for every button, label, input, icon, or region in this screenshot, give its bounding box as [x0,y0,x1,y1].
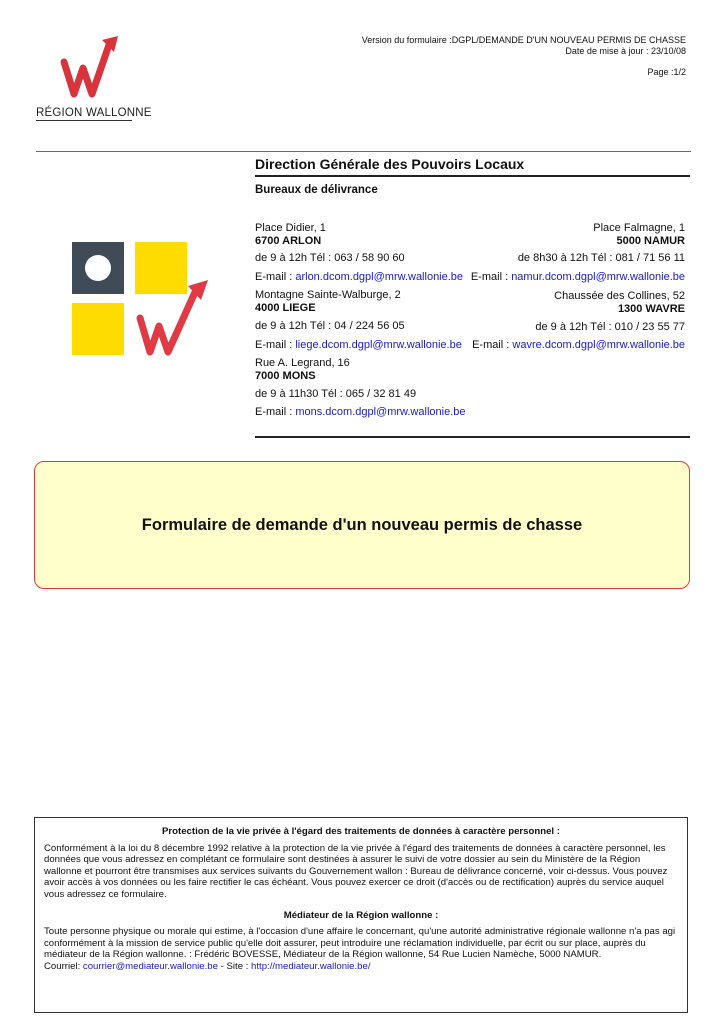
courriel-label: Courriel: [44,960,83,972]
office-namur-city: 5000 NAMUR [616,235,685,247]
email-label: E-mail : [255,406,296,418]
direction-title: Direction Générale des Pouvoirs Locaux [255,156,525,172]
office-liege-address: Montagne Sainte-Walburge, 2 [255,289,401,301]
office-arlon-hours: de 9 à 12h Tél : 063 / 58 90 60 [255,252,405,264]
office-mons-city: 7000 MONS [255,370,316,382]
office-arlon-city: 6700 ARLON [255,235,322,247]
office-arlon-address: Place Didier, 1 [255,222,326,234]
office-arlon-email-link[interactable]: arlon.dcom.dgpl@mrw.wallonie.be [295,271,464,283]
email-label: E-mail : [255,271,296,283]
office-mons-email-line [255,406,465,419]
office-liege-email-link[interactable]: liege.dcom.dgpl@mrw.wallonie.be [295,339,462,351]
header-divider [36,151,691,152]
logo-underline [36,120,132,121]
site-label: - Site : [217,960,252,972]
privacy-heading: Protection de la vie privée à l'égard des traitements de données à caractère personnel : [162,826,560,837]
office-namur-email-link[interactable]: namur.dcom.dgpl@mrw.wallonie.be [511,271,685,283]
form-title: Formulaire de demande d'un nouveau permis de chasse [141,515,583,534]
mediator-heading: Médiateur de la Région wallonne : [283,909,439,921]
office-wavre-city: 1300 WAVRE [617,303,685,315]
office-namur-hours: de 8h30 à 12h Tél : 081 / 71 56 11 [517,252,685,264]
office-liege-city: 4000 LIEGE [255,302,316,314]
form-version: Version du formulaire :DGPL/DEMANDE D'UN NOUVEAU PERMIS DE CHASSE [361,35,686,45]
logo-text: RÉGION WALLONNE [36,107,152,119]
office-wavre-email-line [472,339,685,352]
dgpl-logo [70,240,215,358]
office-liege-email-line [255,339,462,352]
privacy-text: Conformément à la loi du 8 décembre 1992 relative à la protection de la vie privée à l'égard des traitements de données à caractère personnel, les données que vous adressez en complétant ce formulaire sont destinées à assurer le suivi de votre dossier au sein du Ministère de la Région wallonne et pourront être transmises aux services suivants du Gouvernement wallon : Bureau de délivrance concerné, voir ci-dessus. Vous pouvez avoir accès à vos données ou les faire rectifier le cas échéant. Vous pouvez exercer ce droit (d'accès ou de rectification) auprès du service auquel vous adressez ce formulaire. [44,842,668,900]
email-label: E-mail : [255,339,296,351]
privacy-notice-box [34,817,688,1013]
email-label: E-mail : [472,339,513,351]
email-label: E-mail : [470,271,512,283]
mediator-email-link[interactable]: courrier@mediateur.wallonie.be [82,960,218,972]
office-liege-hours: de 9 à 12h Tél : 04 / 224 56 05 [255,320,405,332]
office-namur-email-line [471,271,685,284]
office-mons-address: Rue A. Legrand, 16 [255,357,350,369]
office-mons-email-link[interactable]: mons.dcom.dgpl@mrw.wallonie.be [295,406,466,418]
region-wallonne-logo [52,32,132,102]
office-wavre-hours: de 9 à 12h Tél : 010 / 23 55 77 [535,321,685,333]
form-title-banner [34,461,690,589]
office-wavre-email-link[interactable]: wavre.dcom.dgpl@mrw.wallonie.be [512,339,685,351]
mediator-contact [44,961,678,973]
office-namur-address: Place Falmagne, 1 [593,222,685,234]
office-mons-hours: de 9 à 11h30 Tél : 065 / 32 81 49 [255,388,417,400]
title-rule [255,175,690,177]
mediator-text: Toute personne physique ou morale qui estime, à l'occasion d'une affaire le concernant, qu'une autorité administrative régionale wallonne n'a pas agi conformément à la mission de service public qu'elle doit assurer, peut introduire une réclamation individuelle, par écrit ou sur place, auprès du médiateur de la Région wallonne. : Frédéric BOVESSE, Médiateur de la Région wallonne, 54 Rue Lucien Namèche, 5000 NAMUR. [44,926,676,961]
offices-bottom-rule [255,436,690,438]
office-wavre-address: Chaussée des Collines, 52 [554,290,685,302]
office-arlon-email-line [255,271,463,284]
offices-subtitle: Bureaux de délivrance [255,184,378,196]
page-number: Page :1/2 [647,67,686,77]
mediator-site-link[interactable]: http://mediateur.wallonie.be/ [251,960,371,972]
update-date: Date de mise à jour : 23/10/08 [565,46,686,56]
